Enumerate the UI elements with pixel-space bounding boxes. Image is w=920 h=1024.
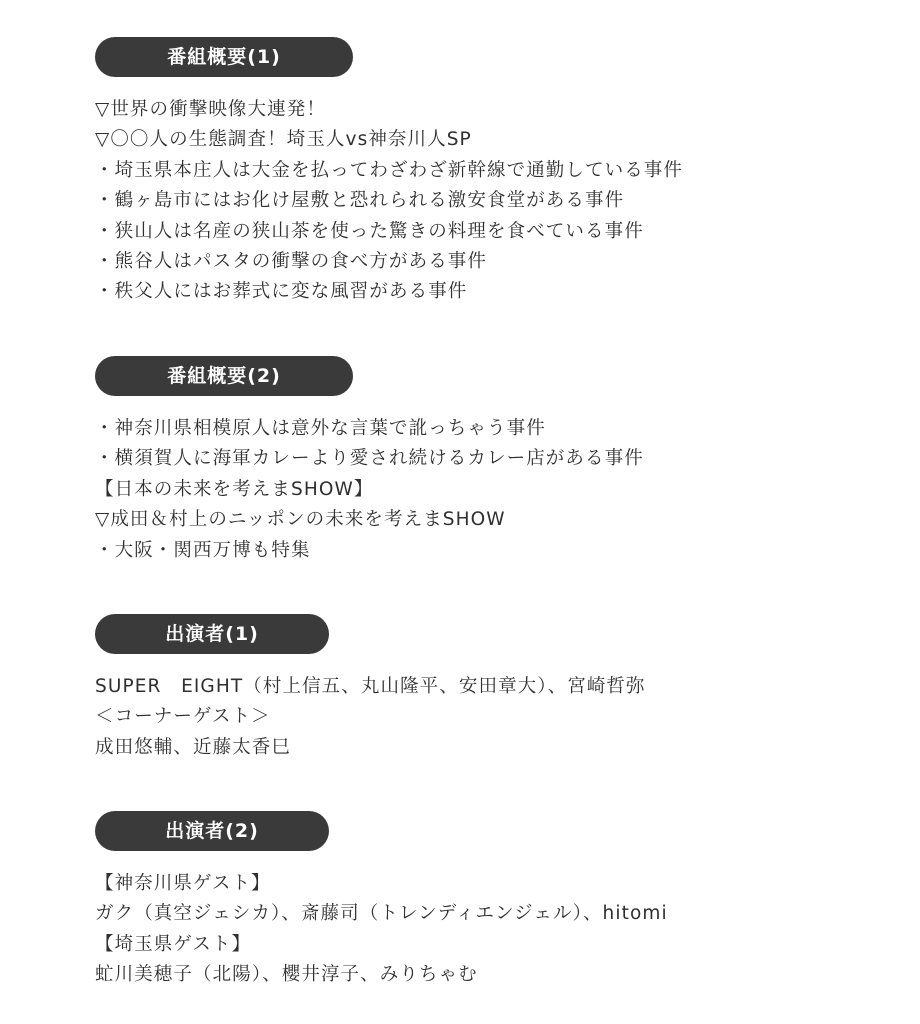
- section-heading: 出演者(1): [95, 614, 329, 654]
- section-cast-1: [95, 614, 900, 763]
- text-line: ▽世界の衝撃映像大連発！: [95, 99, 326, 120]
- text-line: 【埼玉県ゲスト】: [95, 933, 252, 955]
- text-line: ▽成田＆村上のニッポンの未来を考えまSHOW: [95, 509, 506, 531]
- text-line: ＜コーナーゲスト＞: [95, 706, 271, 728]
- text-line: 【神奈川県ゲスト】: [95, 873, 271, 894]
- section-heading: 番組概要(1): [95, 37, 353, 77]
- text-line: ・横須賀人に海軍カレーより愛され続けるカレー店がある事件: [95, 448, 644, 470]
- section-program-summary-1: [95, 37, 900, 308]
- text-line: ・埼玉県本庄人は大金を払ってわざわざ新幹線で通勤している事件: [95, 159, 684, 181]
- section-body: [95, 869, 900, 991]
- text-line: ・狭山人は名産の狭山茶を使った驚きの料理を食べている事件: [95, 220, 644, 242]
- text-line: ・大阪・関西万博も特集: [95, 539, 311, 561]
- text-line: ・熊谷人はパスタの衝撃の食べ方がある事件: [95, 250, 488, 272]
- text-line: ・鶴ヶ島市にはお化け屋敷と恐れられる激安食堂がある事件: [95, 190, 625, 212]
- section-cast-2: [95, 811, 900, 991]
- section-heading: 番組概要(2): [95, 356, 353, 396]
- section-program-summary-2: [95, 356, 900, 566]
- text-line: ▽〇〇人の生態調査！埼玉人vs神奈川人SP: [95, 129, 472, 151]
- text-line: 虻川美穂子（北陽）、櫻井淳子、みりちゃむ: [95, 964, 478, 986]
- text-line: ・秩父人にはお葬式に変な風習がある事件: [95, 281, 468, 303]
- text-line: SUPER EIGHT（村上信五、丸山隆平、安田章大）、宮崎哲弥: [95, 676, 646, 697]
- text-line: ・神奈川県相模原人は意外な言葉で訛っちゃう事件: [95, 418, 546, 439]
- text-line: 成田悠輔、近藤太香巳: [95, 736, 292, 758]
- section-body: [95, 95, 900, 308]
- text-line: ガク（真空ジェシカ）、斎藤司（トレンディエンジェル）、hitomi: [95, 903, 668, 925]
- section-body: [95, 672, 900, 763]
- text-line: 【日本の未来を考えまSHOW】: [95, 478, 374, 500]
- section-body: [95, 414, 900, 566]
- section-heading: 出演者(2): [95, 811, 329, 851]
